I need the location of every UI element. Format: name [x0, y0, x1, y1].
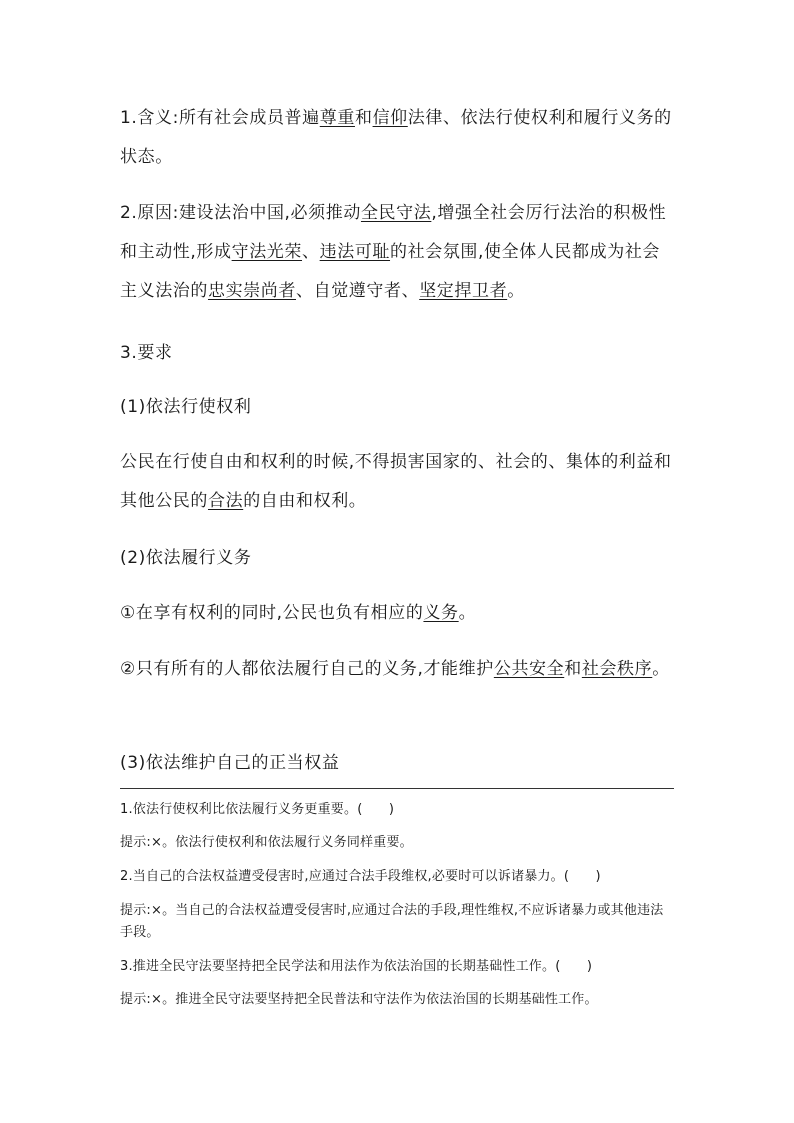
text-run: 公民在行使自由和权利的时候,不得损害国家的、社会的、集体的利益和其他公民的 [120, 452, 672, 511]
section-title-fulfill-duties: (2)依法履行义务 [120, 548, 252, 568]
divider-line [120, 788, 674, 789]
quiz-answer-2: 提示:×。当自己的合法权益遭受侵害时,应通过合法的手段,理性维权,不应诉诸暴力或其他违法手段。 [120, 903, 664, 940]
text-run: 。 [507, 281, 525, 301]
text-run: ①在享有权利的同时,公民也负有相应的 [120, 603, 424, 623]
meaning-paragraph [120, 99, 676, 177]
quiz-question-2: 2.当自己的合法权益遭受侵害时,应通过合法手段维权,必要时可以诉诸暴力。( ) [120, 869, 601, 884]
underlined-term: 信仰 [372, 108, 408, 128]
exercise-rights-paragraph [120, 443, 676, 521]
quiz-question-3: 3.推进全民守法要坚持把全民学法和用法作为依法治国的长期基础性工作。( ) [120, 959, 593, 974]
quiz-answer-3: 提示:×。推进全民守法要坚持把全民普法和守法作为依法治国的长期基础性工作。 [120, 992, 598, 1007]
text-run: 的社会氛围,使全体人民都成为社会主义法治的 [120, 242, 661, 301]
text-run: 和 [564, 659, 582, 679]
text-run: 、 [302, 242, 320, 262]
quiz-question-1: 1.依法行使权利比依法履行义务更重要。( ) [120, 802, 395, 817]
requirements-heading: 3.要求 [120, 343, 173, 363]
section-title-safeguard-rights: (3)依法维护自己的正当权益 [120, 753, 340, 773]
text-run: ,增强全社会厉行法治的积极性和主动性,形成 [120, 203, 667, 262]
text-run: 。 [652, 659, 670, 679]
underlined-term: 社会秩序 [581, 659, 653, 679]
section-title-exercise-rights: (1)依法行使权利 [120, 397, 252, 417]
text-run: ②只有所有的人都依法履行自己的义务,才能维护 [120, 659, 494, 679]
reason-paragraph [120, 194, 676, 311]
text-run: 1.含义:所有社会成员普遍 [120, 108, 320, 128]
text-run: 法律、依法行使权利和履行义务的状态。 [120, 108, 672, 167]
text-run: 2.原因:建设法治中国,必须推动 [120, 203, 361, 223]
text-run: 、自觉遵守者、 [296, 281, 420, 301]
underlined-term: 尊重 [319, 108, 355, 128]
underlined-term: 守法光荣 [231, 242, 303, 262]
underlined-term: 合法 [208, 491, 244, 511]
underlined-term: 坚定捍卫者 [419, 281, 508, 301]
underlined-term: 全民守法 [360, 203, 432, 223]
duties-item-2 [120, 650, 676, 689]
duties-item-1 [120, 594, 676, 633]
underlined-term: 义务 [423, 603, 459, 623]
text-run: 。 [458, 603, 477, 623]
underlined-term: 违法可耻 [319, 242, 391, 262]
quiz-answer-1: 提示:×。依法行使权利和依法履行义务同样重要。 [120, 835, 413, 850]
underlined-term: 忠实崇尚者 [208, 281, 296, 301]
underlined-term: 公共安全 [493, 659, 565, 679]
text-run: 的自由和权利。 [243, 491, 367, 511]
text-run: 和 [354, 108, 373, 128]
